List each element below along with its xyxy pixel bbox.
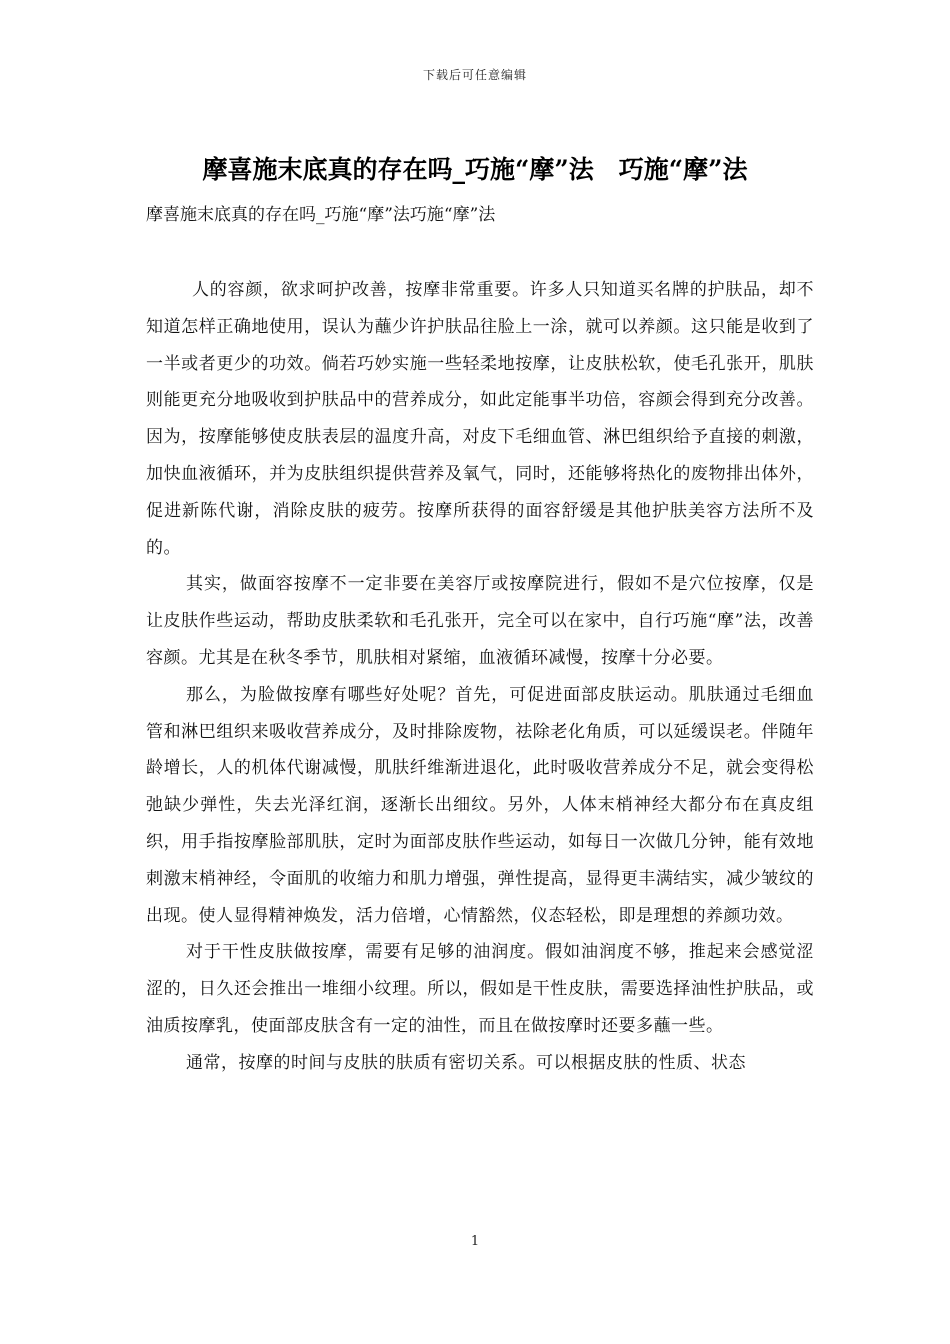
paragraph-4: 对于干性皮肤做按摩，需要有足够的油润度。假如油润度不够，推起来会感觉涩涩的，日久还会推出一堆细小纹理。所以，假如是干性皮肤，需要选择油性护肤品，或油质按摩乳，使面部皮肤含有一定的油性，而且在做按摩时还要多蘸一些。 [146, 942, 814, 1036]
header-note: 下载后可任意编辑 [422, 68, 527, 82]
document-body [146, 272, 814, 1082]
paragraph-2: 其实，做面容按摩不一定非要在美容厅或按摩院进行，假如不是穴位按摩，仅是让皮肤作些运动，帮助皮肤柔软和毛孔张开，完全可以在家中，自行巧施“摩”法，改善容颜。尤其是在秋冬季节，肌肤相对紧缩，血液循环减慢，按摩十分必要。 [146, 574, 814, 668]
paragraph-5: 通常，按摩的时间与皮肤的肤质有密切关系。可以根据皮肤的性质、状态 [186, 1052, 746, 1073]
paragraph-1: 人的容颜，欲求呵护改善，按摩非常重要。许多人只知道买名牌的护肤品，却不知道怎样正确地使用，误认为蘸少许护肤品往脸上一涂，就可以养颜。这只能是收到了一半或者更少的功效。倘若巧妙实施一些轻柔地按摩，让皮肤松软，使毛孔张开，肌肤则能更充分地吸收到护肤品中的营养成分，如此定能事半功倍，容颜会得到充分改善。因为，按摩能够使皮肤表层的温度升高，对皮下毛细血管、淋巴组织给予直接的刺激，加快血液循环，并为皮肤组织提供营养及氧气，同时，还能够将热化的废物排出体外，促进新陈代谢，消除皮肤的疲劳。按摩所获得的面容舒缓是其他护肤美容方法所不及的。 [146, 280, 814, 558]
paragraph-3: 那么，为脸做按摩有哪些好处呢？首先，可促进面部皮肤运动。肌肤通过毛细血管和淋巴组织来吸收营养成分，及时排除废物，祛除老化角质，可以延缓误老。伴随年龄增长，人的机体代谢减慢，肌肤纤维渐进退化，此时吸收营养成分不足，就会变得松弛缺少弹性，失去光泽红润，逐渐长出细纹。另外，人体末梢神经大都分布在真皮组织，用手指按摩脸部肌肤，定时为面部皮肤作些运动，如每日一次做几分钟，能有效地刺激末梢神经，令面肌的收缩力和肌力增强，弹性提高，显得更丰满结实，减少皱纹的出现。使人显得精神焕发，活力倍增，心情豁然，仪态轻松，即是理想的养颜功效。 [146, 684, 814, 926]
document-title: 摩喜施末底真的存在吗_巧施“摩”法 巧施“摩”法 [202, 155, 748, 184]
document-subtitle: 摩喜施末底真的存在吗_巧施“摩”法巧施“摩”法 [146, 205, 496, 225]
page-number: 1 [470, 1234, 480, 1249]
